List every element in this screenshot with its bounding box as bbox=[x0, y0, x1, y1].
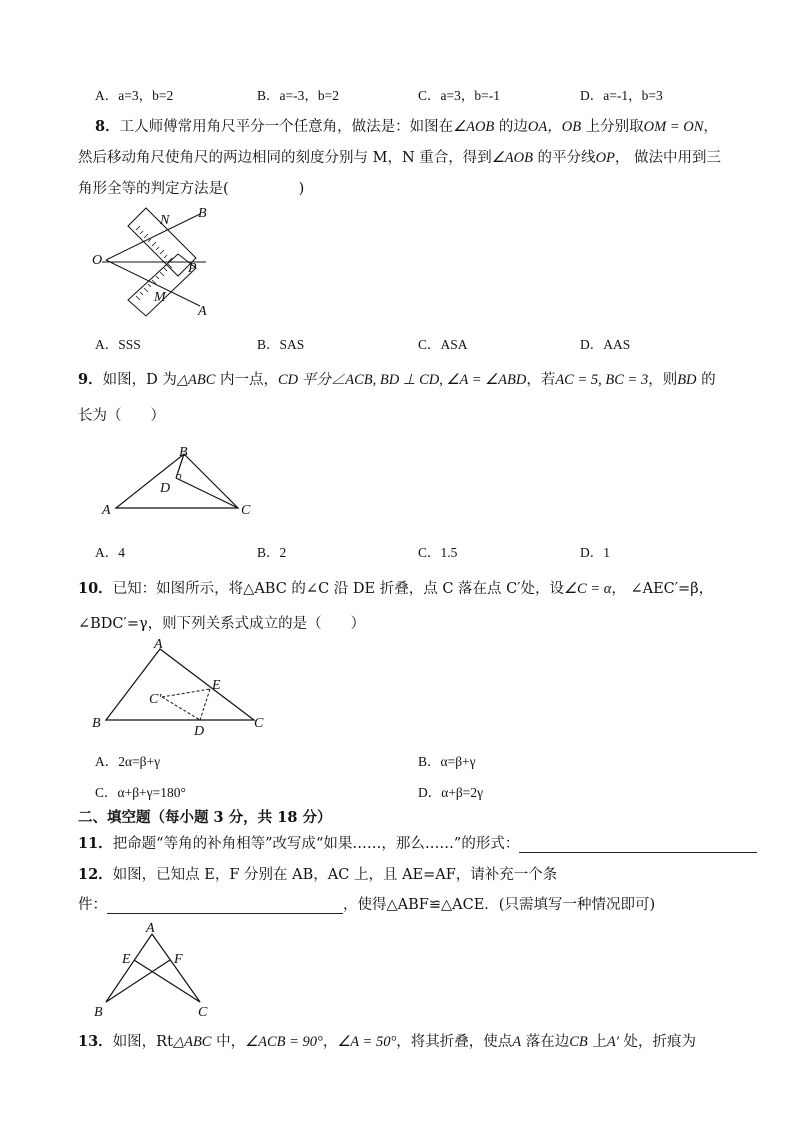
q8-option-a: A．SSS bbox=[95, 337, 141, 352]
q7-option-d: D．a=-1，b=3 bbox=[580, 88, 663, 103]
q9-condition: CD 平分∠ACB, BD ⊥ CD, ∠A = ∠ABD bbox=[277, 372, 527, 388]
q9-text: 如图，D 为 bbox=[102, 372, 177, 388]
q7-option-c: C．a=3，b=-1 bbox=[418, 88, 500, 103]
label-c: C bbox=[241, 503, 251, 518]
q9-option-a: A．4 bbox=[95, 545, 125, 560]
q8-angle-aob: ∠AOB bbox=[491, 150, 533, 166]
q13-text: 中， bbox=[211, 1034, 246, 1050]
q12-line-1 bbox=[78, 863, 557, 884]
segment-ac bbox=[152, 934, 200, 1002]
q12-figure bbox=[90, 918, 220, 1020]
triangle-abc bbox=[116, 454, 238, 508]
segment-bf bbox=[106, 960, 170, 1002]
label-m: M bbox=[154, 290, 166, 305]
q8-text: 上分别取 bbox=[581, 119, 644, 135]
q8-text: 的边 bbox=[494, 119, 528, 135]
q12-line-2 bbox=[78, 893, 655, 914]
q8-text: ， bbox=[703, 119, 718, 135]
label-d: D bbox=[160, 481, 171, 496]
label-b: B bbox=[198, 206, 207, 221]
label-p: P bbox=[188, 261, 197, 276]
label-a: A bbox=[102, 503, 111, 518]
q13-side-cb: CB bbox=[569, 1034, 588, 1050]
label-c: C bbox=[198, 1005, 208, 1020]
q8-option-c: C．ASA bbox=[418, 337, 468, 352]
q13-angle-a: ∠A = 50° bbox=[337, 1034, 397, 1050]
q9-bd: BD bbox=[677, 372, 697, 388]
crease-de bbox=[200, 689, 210, 720]
q8-line-2 bbox=[78, 146, 721, 167]
q8-om-on: OM = ON bbox=[643, 119, 704, 135]
q8-text: 工人师傅常用角尺平分一个任意角，做法是：如图在 bbox=[119, 119, 454, 135]
q10-option-a: A．2α=β+γ bbox=[95, 754, 161, 769]
q9-line-2: 长为（ ） bbox=[78, 408, 165, 424]
q11-line bbox=[78, 832, 757, 853]
label-b: B bbox=[92, 716, 101, 731]
q11-answer-blank[interactable] bbox=[519, 836, 757, 853]
label-c-prime: C′ bbox=[149, 692, 162, 707]
q9-triangle: △ABC bbox=[176, 372, 216, 388]
q8-text: ) bbox=[298, 181, 305, 197]
segment-ab bbox=[106, 934, 152, 1002]
q13-number: 13． bbox=[78, 1033, 113, 1050]
q13-text: ， bbox=[322, 1034, 338, 1050]
q10-option-c: C．α+β+γ=180° bbox=[95, 785, 186, 800]
q10-option-b: B．α=β+γ bbox=[418, 754, 476, 769]
segment-ce bbox=[134, 960, 200, 1002]
q13-text: 处，折痕为 bbox=[618, 1034, 696, 1050]
label-n: N bbox=[160, 213, 170, 228]
q9-text: 内一点， bbox=[215, 372, 278, 388]
q13-text: 上 bbox=[587, 1034, 607, 1050]
q12-text: ，使得△ABF≌△ACE．(只需填写一种情况即可) bbox=[343, 897, 656, 913]
q8-text: 然后移动角尺使角尺的两边相同的刻度分别与 M，N 重合，得到 bbox=[78, 150, 492, 166]
q9-values: AC = 5, BC = 3 bbox=[555, 372, 649, 388]
q9-text: ，若 bbox=[526, 372, 556, 388]
q9-text: 的 bbox=[696, 372, 716, 388]
label-o: O bbox=[92, 253, 103, 268]
label-d: D bbox=[194, 724, 205, 737]
q9-figure bbox=[96, 440, 266, 520]
q10-text: 已知：如图所示，将△ABC 的∠C 沿 DE 折叠，点 C 落在点 C′处，设 bbox=[112, 581, 565, 597]
label-a: A bbox=[198, 304, 207, 319]
ruler-lower-arm bbox=[128, 254, 196, 316]
q8-figure bbox=[88, 200, 218, 320]
ray-oa bbox=[106, 260, 200, 306]
q10-figure bbox=[88, 637, 278, 737]
label-e: E bbox=[122, 952, 131, 967]
q8-text: 的平分线 bbox=[532, 150, 596, 166]
q13-point-a: A bbox=[512, 1034, 522, 1050]
q13-angle-acb: ∠ACB = 90° bbox=[245, 1034, 323, 1050]
q10-c-alpha: ∠C = α bbox=[564, 581, 612, 597]
label-a: A bbox=[154, 637, 163, 652]
q9-text: ，则 bbox=[648, 372, 678, 388]
q7-option-a: A．a=3，b=2 bbox=[95, 88, 174, 103]
q8-sides: OA，OB bbox=[527, 119, 582, 135]
label-a: A bbox=[146, 921, 155, 936]
triangle-abc bbox=[106, 649, 254, 720]
q13-triangle: △ABC bbox=[172, 1034, 212, 1050]
segment-dc bbox=[176, 478, 238, 508]
label-c: C bbox=[254, 716, 264, 731]
q10-number: 10． bbox=[78, 580, 113, 597]
q13-text: ，将其折叠，使点 bbox=[396, 1034, 513, 1050]
q9-line-1 bbox=[78, 368, 716, 389]
q10-text: ， ∠AEC′=β， bbox=[611, 581, 714, 597]
q13-line-1 bbox=[78, 1030, 696, 1051]
fold-c1d bbox=[162, 697, 200, 720]
q8-text: 角形全等的判定方法是( bbox=[78, 181, 229, 197]
q9-option-d: D．1 bbox=[580, 545, 610, 560]
ruler-ticks-upper bbox=[136, 226, 172, 262]
q8-option-d: D．AAS bbox=[580, 337, 631, 352]
q8-line-1 bbox=[95, 115, 718, 136]
label-b: B bbox=[179, 445, 188, 460]
fold-c1e bbox=[162, 689, 210, 697]
q12-text: 件： bbox=[78, 897, 107, 913]
q8-op: OP bbox=[595, 150, 615, 166]
q13-text: 如图，Rt bbox=[112, 1034, 173, 1050]
label-f: F bbox=[174, 952, 183, 967]
q8-text: ， 做法中用到三 bbox=[614, 150, 722, 166]
q9-option-b: B．2 bbox=[257, 545, 287, 560]
q10-line-1 bbox=[78, 577, 713, 598]
q9-option-c: C．1.5 bbox=[418, 545, 458, 560]
label-e: E bbox=[212, 678, 221, 693]
q8-angle-aob: ∠AOB bbox=[453, 119, 495, 135]
q11-number: 11． bbox=[78, 835, 113, 852]
q10-option-d: D．α+β=2γ bbox=[418, 785, 484, 800]
q11-text: 把命题“等角的补角相等”改写成“如果……，那么……”的形式： bbox=[112, 836, 520, 852]
ray-ob bbox=[106, 214, 200, 260]
q13-text: 落在边 bbox=[521, 1034, 570, 1050]
q8-option-b: B．SAS bbox=[257, 337, 305, 352]
section-fill-in-title: 二、填空题（每小题 3 分，共 18 分） bbox=[78, 809, 332, 826]
q10-line-2: ∠BDC′=γ，则下列关系式成立的是（ ） bbox=[78, 616, 366, 632]
q8-line-3 bbox=[78, 177, 304, 198]
label-b: B bbox=[94, 1005, 103, 1020]
q12-answer-blank[interactable] bbox=[107, 897, 343, 914]
q7-option-b: B．a=-3，b=2 bbox=[257, 88, 339, 103]
q8-number: 8． bbox=[95, 118, 120, 135]
q9-number: 9． bbox=[78, 371, 103, 388]
q13-point-a-prime: A′ bbox=[606, 1034, 619, 1050]
q12-number: 12． bbox=[78, 866, 113, 883]
q12-text: 如图，已知点 E，F 分别在 AB，AC 上，且 AE=AF，请补充一个条 bbox=[112, 867, 558, 883]
